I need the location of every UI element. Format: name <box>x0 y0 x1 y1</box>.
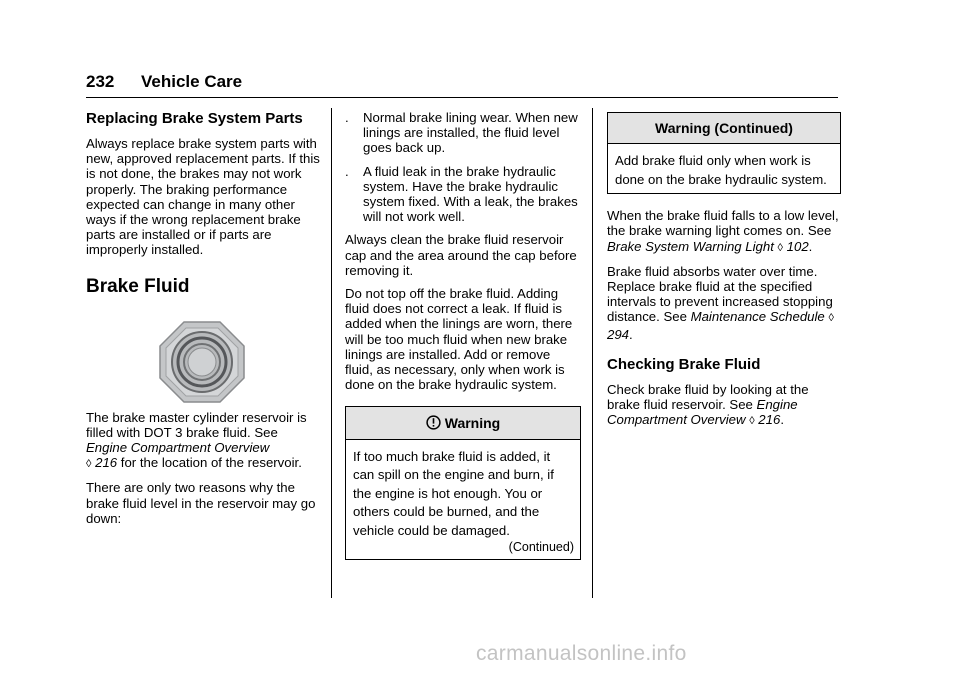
page-ref-294[interactable]: 294 <box>607 326 630 342</box>
section-title: Vehicle Care <box>141 72 243 91</box>
replacing-parts-paragraph: Always replace brake system parts with new, approved replacement parts. If this is not done, the brakes may not work properly. The braking performance expected can change in many other ways if the wrong replacement brake parts are installed or if parts are improperly installed. <box>86 136 320 258</box>
page-ref-icon: ◊ <box>749 415 755 428</box>
page-ref-icon: ◊ <box>828 312 834 325</box>
column-3 <box>607 110 841 437</box>
checking-fluid-heading: Checking Brake Fluid <box>607 355 761 373</box>
low-level-paragraph: When the brake fluid falls to a low level, the brake warning light comes on. See Brake System Warning Light ◊ 102. <box>607 208 839 254</box>
brake-warning-light-link[interactable]: Brake System Warning Light <box>607 238 774 254</box>
header-rule <box>86 97 838 98</box>
page-ref-102[interactable]: 102 <box>786 238 809 254</box>
reasons-paragraph: There are only two reasons why the brake fluid level in the reservoir may go down: <box>86 480 316 526</box>
engine-compartment-link[interactable]: Engine Compartment Overview <box>86 440 270 456</box>
bullet-dot: . <box>345 163 349 179</box>
page-ref-216[interactable]: 216 <box>758 412 781 428</box>
check-fluid-paragraph: Check brake fluid by looking at the brake fluid reservoir. See Engine Compartment Overview ◊ 216. <box>607 381 809 428</box>
caution-circle-icon <box>426 415 441 430</box>
page-number: 232 <box>86 72 115 91</box>
warning-continued-header: Warning (Continued) <box>608 113 840 144</box>
replacing-parts-heading: Replacing Brake System Parts <box>86 110 303 127</box>
page-header <box>86 72 838 100</box>
page-ref-216[interactable]: 216 <box>95 455 118 471</box>
column-divider-1 <box>331 108 332 598</box>
bullet-item: . Normal brake lining wear. When new linings are installed, the fluid level goes back up. <box>345 110 578 156</box>
brake-fluid-heading: Brake Fluid <box>86 275 190 297</box>
warning-continued: (Continued) <box>508 540 574 555</box>
warning-header <box>346 407 580 439</box>
clean-cap-paragraph: Always clean the brake fluid reservoir cap and the area around the cap before removing it. <box>345 232 577 278</box>
top-off-paragraph: Do not top off the brake fluid. Adding fluid does not correct a leak. If fluid is added when the linings are worn, there will be too much fluid when new brake linings are installed. Add or remove fluid, as necessary, only when work is done on the brake hydraulic system. <box>345 286 573 393</box>
absorbs-water-paragraph: Brake fluid absorbs water over time. Replace brake fluid at the specified intervals to prevent increased stopping distance. See Maintenance Schedule ◊ 294. <box>607 263 834 342</box>
warning-continued-body: Add brake fluid only when work is done on the brake hydraulic system. <box>615 153 827 187</box>
page-ref-icon: ◊ <box>777 241 783 254</box>
column-2 <box>345 110 581 560</box>
reservoir-paragraph: The brake master cylinder reservoir is filled with DOT 3 brake fluid. See Engine Compartment Overview ◊ 216 for the location of the reservoir. <box>86 409 307 471</box>
warning-body: If too much brake fluid is added, it can spill on the engine and burn, if the engine is hot enough. You or others could be burned, and the vehicle could be damaged. (Continued) <box>353 448 574 555</box>
warning-title: Warning <box>444 415 501 432</box>
page-ref-icon: ◊ <box>86 458 92 471</box>
bullet-item: . A fluid leak in the brake hydraulic system. Have the brake hydraulic system fixed. With a leak, the brakes will not work well. <box>345 163 578 225</box>
brake-fluid-reservoir-cap-icon <box>158 320 246 404</box>
engine-compartment-link[interactable]: Engine Compartment Overview <box>607 397 798 428</box>
column-1 <box>86 110 322 534</box>
warning-box <box>345 406 581 560</box>
brake-fluid-symbol <box>86 320 322 410</box>
bullet-dot: . <box>345 110 349 125</box>
maintenance-schedule-link[interactable]: Maintenance Schedule <box>690 309 825 325</box>
warning-continued-box <box>607 112 841 194</box>
column-divider-2 <box>592 108 593 598</box>
watermark: carmanualsonline.info <box>476 642 687 665</box>
